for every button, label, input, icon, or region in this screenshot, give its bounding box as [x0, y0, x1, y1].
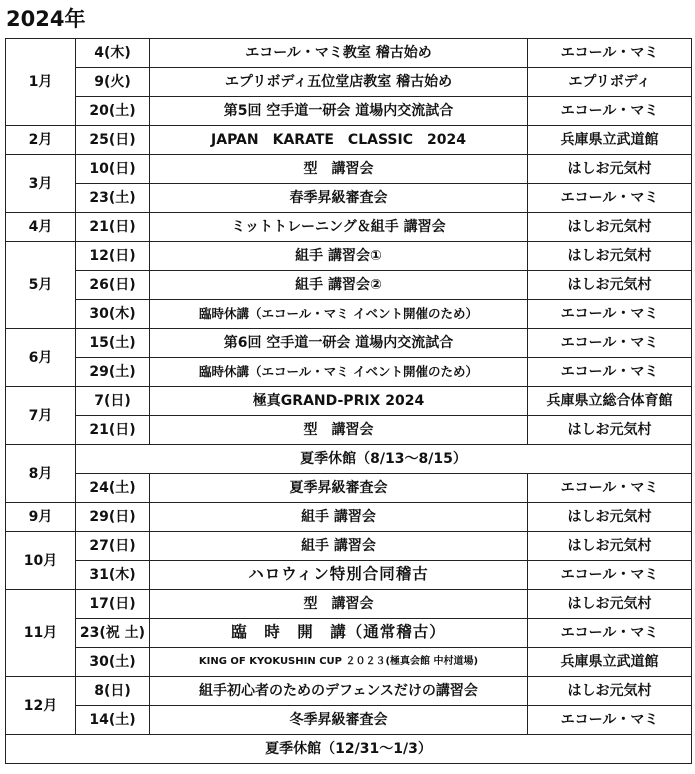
event-cell: 組手 講習会② — [150, 271, 528, 300]
venue-cell: エプリボディ — [528, 68, 692, 97]
venue-cell: エコール・マミ — [528, 184, 692, 213]
venue-cell: はしお元気村 — [528, 590, 692, 619]
event-cell: 臨 時 開 講（通常稽古） — [150, 619, 528, 648]
event-cell: 夏季昇級審査会 — [150, 474, 528, 503]
venue-cell: はしお元気村 — [528, 503, 692, 532]
event-cell: 組手 講習会 — [150, 532, 528, 561]
month-cell: 4月 — [6, 213, 76, 242]
event-cell: 第5回 空手道一研会 道場内交流試合 — [150, 97, 528, 126]
table-row — [6, 735, 692, 764]
table-row — [6, 155, 692, 184]
table-row — [6, 126, 692, 155]
month-cell: 10月 — [6, 532, 76, 590]
date-cell: 26(日) — [76, 271, 150, 300]
month-cell: 3月 — [6, 155, 76, 213]
venue-cell: はしお元気村 — [528, 271, 692, 300]
page-title: 2024年 — [6, 7, 86, 31]
date-cell: 30(木) — [76, 300, 150, 329]
table-row — [6, 329, 692, 358]
table-row — [6, 677, 692, 706]
date-cell: 30(土) — [76, 648, 150, 677]
month-cell: 8月 — [6, 445, 76, 503]
date-cell: 20(土) — [76, 97, 150, 126]
venue-cell: はしお元気村 — [528, 532, 692, 561]
date-cell: 8(日) — [76, 677, 150, 706]
venue-cell: エコール・マミ — [528, 97, 692, 126]
table-row — [6, 184, 692, 213]
venue-cell: エコール・マミ — [528, 619, 692, 648]
date-cell: 31(木) — [76, 561, 150, 590]
date-cell: 29(土) — [76, 358, 150, 387]
table-row — [6, 300, 692, 329]
date-cell: 15(土) — [76, 329, 150, 358]
table-row — [6, 97, 692, 126]
event-cell: 臨時休講（エコール・マミ イベント開催のため） — [150, 358, 528, 387]
event-cell: 春季昇級審査会 — [150, 184, 528, 213]
event-cell: エプリボディ五位堂店教室 稽古始め — [150, 68, 528, 97]
table-row — [6, 503, 692, 532]
date-cell: 9(火) — [76, 68, 150, 97]
event-cell: ミットトレーニング＆組手 講習会 — [150, 213, 528, 242]
date-cell: 29(日) — [76, 503, 150, 532]
schedule-table — [5, 38, 692, 764]
venue-cell: エコール・マミ — [528, 358, 692, 387]
venue-cell: はしお元気村 — [528, 155, 692, 184]
table-row — [6, 445, 692, 474]
event-cell: 臨時休講（エコール・マミ イベント開催のため） — [150, 300, 528, 329]
table-row — [6, 532, 692, 561]
month-cell: 11月 — [6, 590, 76, 677]
month-cell: 2月 — [6, 126, 76, 155]
date-cell: 23(土) — [76, 184, 150, 213]
table-row — [6, 561, 692, 590]
date-cell: 4(木) — [76, 39, 150, 68]
venue-cell: エコール・マミ — [528, 39, 692, 68]
event-cell: 第6回 空手道一研会 道場内交流試合 — [150, 329, 528, 358]
event-cell: KING OF KYOKUSHIN CUP ２０２３(極真会館 中村道場) — [150, 648, 528, 677]
table-row — [6, 358, 692, 387]
table-row — [6, 39, 692, 68]
table-row — [6, 68, 692, 97]
month-cell: 6月 — [6, 329, 76, 387]
venue-cell: エコール・マミ — [528, 474, 692, 503]
table-row — [6, 590, 692, 619]
event-cell: JAPAN KARATE CLASSIC 2024 — [150, 126, 528, 155]
date-cell: 21(日) — [76, 213, 150, 242]
table-row — [6, 213, 692, 242]
date-cell: 25(日) — [76, 126, 150, 155]
event-cell: 型 講習会 — [150, 416, 528, 445]
date-cell: 24(土) — [76, 474, 150, 503]
closure-note: 夏季休館（8/13〜8/15） — [76, 445, 692, 474]
table-row — [6, 271, 692, 300]
date-cell: 21(日) — [76, 416, 150, 445]
month-cell: 5月 — [6, 242, 76, 329]
venue-cell: はしお元気村 — [528, 242, 692, 271]
table-row — [6, 242, 692, 271]
venue-cell: 兵庫県立武道館 — [528, 126, 692, 155]
venue-cell: 兵庫県立総合体育館 — [528, 387, 692, 416]
month-cell: 7月 — [6, 387, 76, 445]
month-cell: 1月 — [6, 39, 76, 126]
venue-cell: エコール・マミ — [528, 329, 692, 358]
table-row — [6, 706, 692, 735]
event-cell: 組手初心者のためのデフェンスだけの講習会 — [150, 677, 528, 706]
table-row — [6, 387, 692, 416]
month-cell: 9月 — [6, 503, 76, 532]
venue-cell: はしお元気村 — [528, 416, 692, 445]
table-row — [6, 416, 692, 445]
table-row — [6, 619, 692, 648]
venue-cell: エコール・マミ — [528, 300, 692, 329]
event-cell: 冬季昇級審査会 — [150, 706, 528, 735]
event-cell: エコール・マミ教室 稽古始め — [150, 39, 528, 68]
venue-cell: エコール・マミ — [528, 706, 692, 735]
venue-cell: エコール・マミ — [528, 561, 692, 590]
event-cell: 組手 講習会① — [150, 242, 528, 271]
venue-cell: 兵庫県立武道館 — [528, 648, 692, 677]
date-cell: 7(日) — [76, 387, 150, 416]
date-cell: 10(日) — [76, 155, 150, 184]
table-row — [6, 474, 692, 503]
date-cell: 27(日) — [76, 532, 150, 561]
table-row — [6, 648, 692, 677]
event-cell: 型 講習会 — [150, 155, 528, 184]
date-cell: 17(日) — [76, 590, 150, 619]
event-cell: 極真GRAND-PRIX 2024 — [150, 387, 528, 416]
closure-note: 夏季休館（12/31〜1/3） — [6, 735, 692, 764]
month-cell: 12月 — [6, 677, 76, 735]
event-cell: ハロウィン特別合同稽古 — [150, 561, 528, 590]
venue-cell: はしお元気村 — [528, 677, 692, 706]
event-cell: 型 講習会 — [150, 590, 528, 619]
date-cell: 14(土) — [76, 706, 150, 735]
event-cell: 組手 講習会 — [150, 503, 528, 532]
date-cell: 23(祝 土) — [76, 619, 150, 648]
venue-cell: はしお元気村 — [528, 213, 692, 242]
date-cell: 12(日) — [76, 242, 150, 271]
